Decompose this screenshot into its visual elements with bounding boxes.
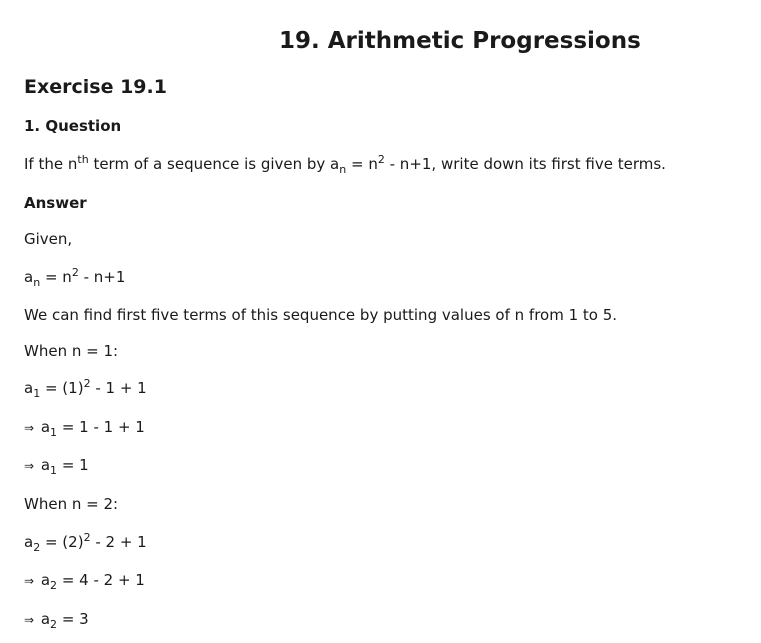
exercise-title: Exercise 19.1	[24, 76, 167, 98]
implies-arrow-icon: ⇒	[24, 574, 35, 588]
chapter-title: 19. Arithmetic Progressions	[279, 28, 641, 54]
answer-heading: Answer	[24, 194, 87, 212]
equation-line: $a_1 = (1)^2 - 1 + 1$	[24, 377, 147, 400]
given-text: Given,	[24, 230, 73, 248]
equation-line: ⇒ $a_1 = 1 - 1 + 1$	[24, 418, 145, 439]
step-label: When n = 2:	[24, 495, 119, 513]
implies-arrow-icon: ⇒	[24, 613, 35, 627]
implies-arrow-icon: ⇒	[24, 459, 35, 473]
equation-line: ⇒ $a_1 = 1$	[24, 456, 89, 477]
formula-line: $a_n = n^2 - n+1$	[24, 266, 126, 289]
document-page	[24, 0, 761, 643]
intro-text: We can find first five terms of this sequence by putting values of n from 1 to 5.	[24, 306, 618, 324]
implies-arrow-icon: ⇒	[24, 421, 35, 435]
equation-line: ⇒ $a_2 = 3$	[24, 610, 89, 631]
step-label: When n = 1:	[24, 342, 119, 360]
question-heading: 1. Question	[24, 117, 122, 135]
question-text: If the $n^{th}$ term of a sequence is given by $a_n = n^2 - n+1$, write down its first five terms.	[24, 153, 666, 176]
equation-line: ⇒ $a_2 = 4 - 2 + 1$	[24, 571, 145, 592]
equation-line: $a_2 = (2)^2 - 2 + 1$	[24, 531, 147, 554]
